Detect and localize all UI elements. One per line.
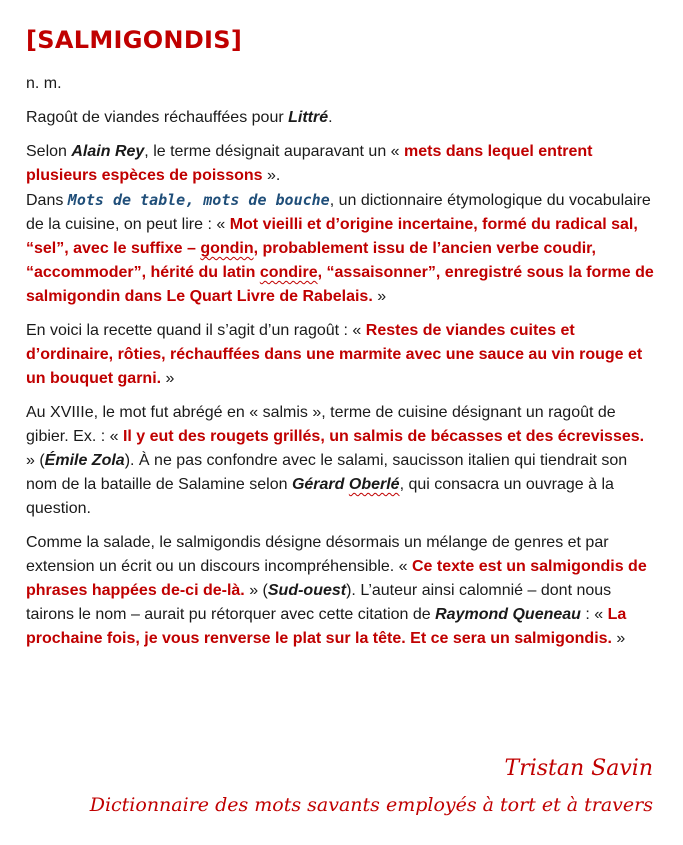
spellcheck-word: Oberlé	[348, 476, 400, 493]
author-name: Raymond Queneau	[435, 606, 581, 623]
paragraph-rey	[26, 140, 656, 188]
text: »	[161, 370, 175, 387]
author-name	[292, 476, 400, 493]
quote-part: , probablement issu de l’ancien verbe coudir, “accommoder”, hérité du latin	[26, 240, 596, 281]
book-title: Mots de table, mots de bouche	[67, 191, 330, 209]
spellcheck-word: condire	[259, 264, 318, 281]
source-name: Sud-ouest	[267, 582, 347, 599]
quotation: Restes de viandes cuites et d’ordinaire, rôties, réchauffées dans une marmite avec une sauce au vin rouge et un bouquet garni.	[26, 322, 643, 387]
author-name: Émile Zola	[44, 452, 125, 469]
entry-body	[26, 72, 656, 661]
spellcheck-word: gondin	[200, 240, 254, 257]
text: » (	[244, 582, 268, 599]
text: Comme la salade, le salmigondis désigne désormais un mélange de genres et par extension un écrit ou un discours incompréhensible. «	[26, 534, 609, 575]
author-first: Gérard	[291, 476, 349, 493]
text: Selon	[26, 143, 72, 160]
quotation: Ce texte est un salmigondis de phrases happées de-ci de-là.	[26, 558, 647, 599]
paragraph-salmis	[26, 401, 656, 521]
text: .	[328, 109, 333, 126]
text: Dans	[26, 192, 68, 209]
text: : «	[580, 606, 608, 623]
text: »	[611, 630, 626, 647]
text: ). À ne pas confondre avec le salami, saucisson italien qui tiendrait son nom de la bataille de Salamine selon	[26, 452, 628, 493]
text: ). L’auteur ainsi calomnié – dont nous tairons le nom – aurait pu rétorquer avec cette citation de	[26, 582, 612, 623]
quote-part: , “assaisonner”, enregistré sous la forme de salmigondin dans Le Quart Livre de Rabelais.	[26, 264, 654, 305]
text: Ragoût de viandes réchauffées pour	[26, 109, 289, 126]
text: » (	[26, 452, 45, 469]
quote-part: Mot vieilli et d’origine incertaine, formé du radical sal, “sel”, avec le suffixe –	[26, 216, 638, 257]
text: ».	[262, 167, 281, 184]
paragraph-salade	[26, 531, 656, 651]
text: En voici la recette quand il s’agit d’un ragoût : «	[26, 322, 366, 339]
text: Au XVIIIe, le mot fut abrégé en « salmis », terme de cuisine désignant un ragoût de gibier. Ex. : «	[26, 404, 616, 445]
author-name: Littré	[288, 109, 329, 126]
paragraph-dictionnaire	[26, 188, 656, 309]
text: , un dictionnaire étymologique du vocabulaire de la cuisine, on peut lire : «	[26, 192, 651, 233]
author-name: Alain Rey	[71, 143, 145, 160]
quotation: Il y eut des rougets grillés, un salmis de bécasses et des écrevisses.	[122, 428, 645, 445]
quotation: La prochaine fois, je vous renverse le plat sur la tête. Et ce sera un salmigondis.	[26, 606, 627, 647]
quotation: mets dans lequel entrent plusieurs espèces de poissons	[26, 143, 593, 184]
entry-title: [SALMIGONDIS]	[26, 26, 243, 54]
gender-line: n. m.	[26, 75, 62, 92]
signature-author: Tristan Savin	[504, 756, 653, 781]
paragraph-littre	[26, 106, 656, 130]
signature-book: Dictionnaire des mots savants employés à tort et à travers	[89, 794, 653, 816]
text: , le terme désignait auparavant un «	[144, 143, 405, 160]
paragraph-recette	[26, 319, 656, 391]
text: »	[372, 288, 387, 305]
text: , qui consacra un ouvrage à la question.	[26, 476, 614, 517]
